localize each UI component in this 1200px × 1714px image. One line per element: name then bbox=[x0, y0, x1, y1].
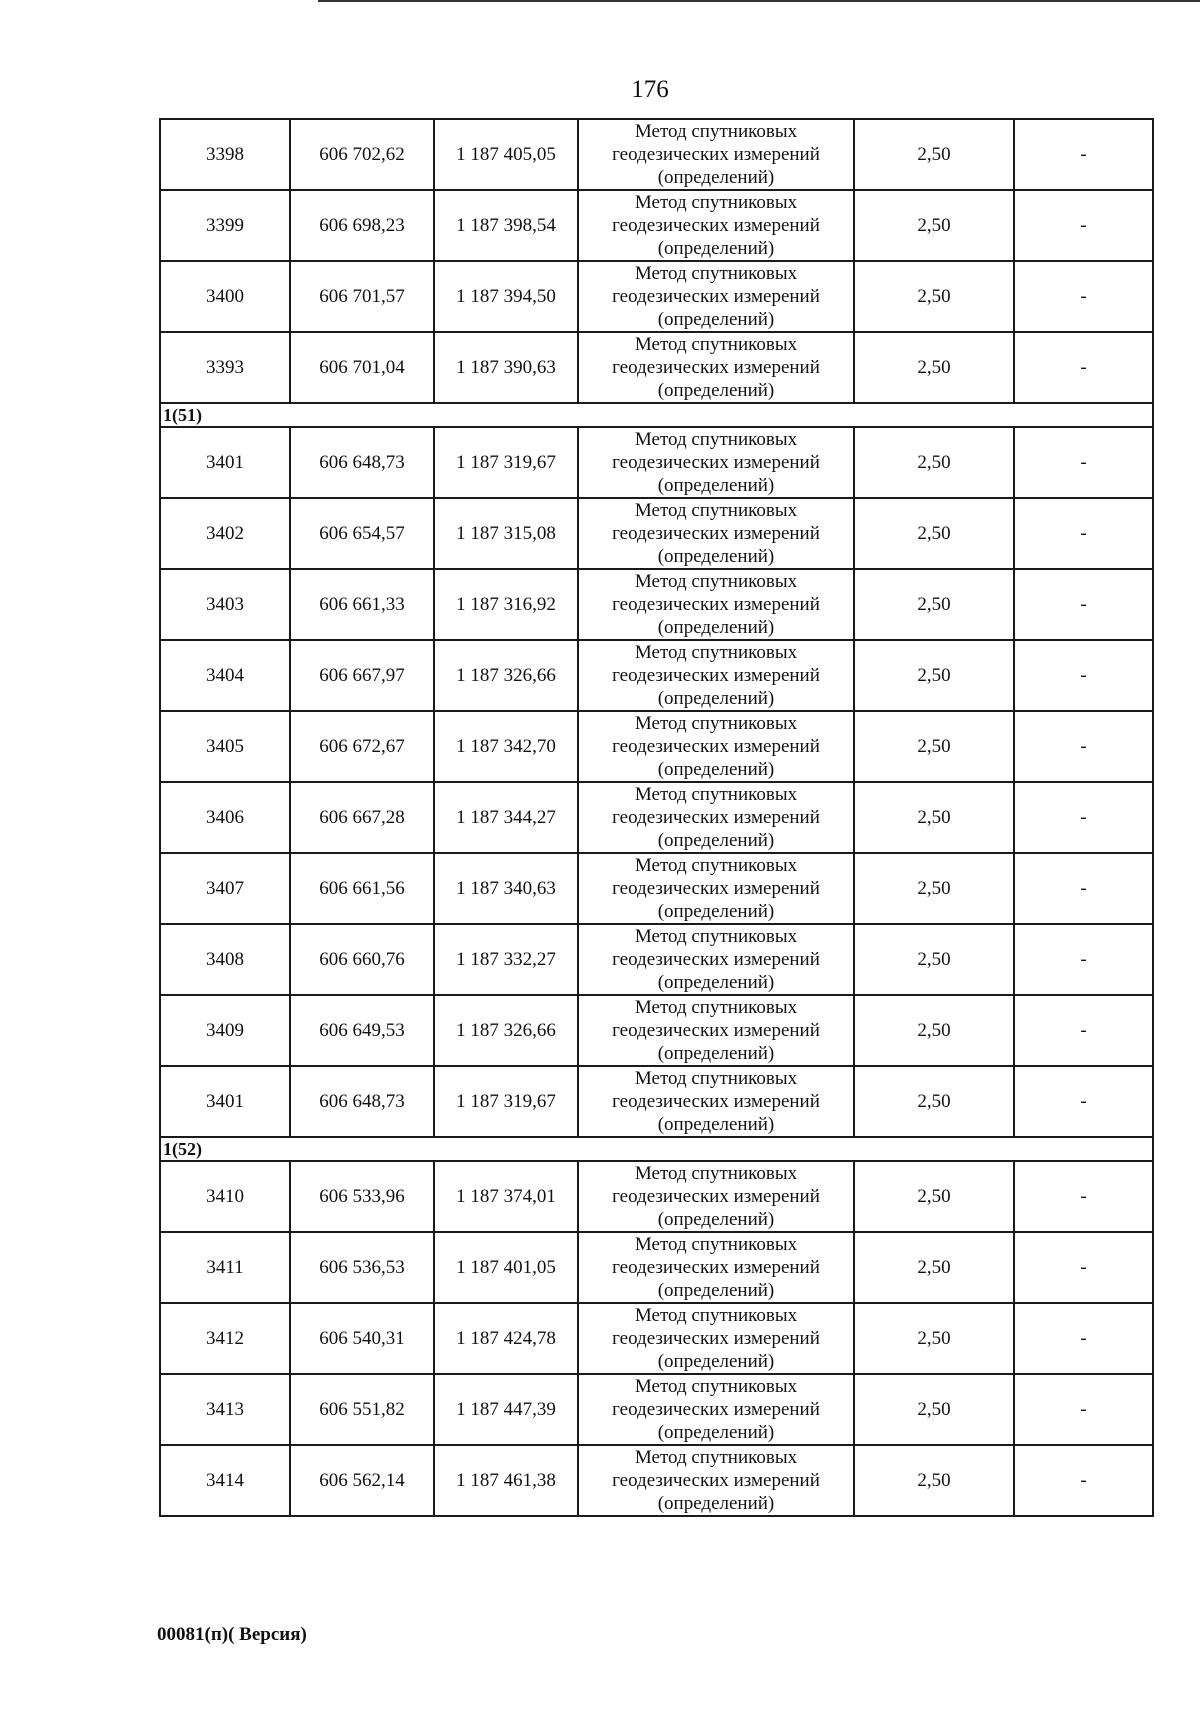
x-coordinate-cell: 606 701,57 bbox=[290, 261, 434, 332]
table-row bbox=[160, 569, 1153, 640]
method-cell: Метод спутниковых геодезических измерений (определений) bbox=[578, 995, 854, 1066]
method-cell: Метод спутниковых геодезических измерений (определений) bbox=[578, 498, 854, 569]
note-cell: - bbox=[1014, 332, 1153, 403]
note-cell: - bbox=[1014, 119, 1153, 190]
group-header-row bbox=[160, 403, 1153, 427]
method-cell: Метод спутниковых геодезических измерений (определений) bbox=[578, 261, 854, 332]
x-coordinate-cell: 606 667,28 bbox=[290, 782, 434, 853]
x-coordinate-cell: 606 533,96 bbox=[290, 1161, 434, 1232]
table-row bbox=[160, 924, 1153, 995]
table-row bbox=[160, 261, 1153, 332]
table-row bbox=[160, 332, 1153, 403]
method-cell: Метод спутниковых геодезических измерений (определений) bbox=[578, 1445, 854, 1516]
accuracy-cell: 2,50 bbox=[854, 782, 1014, 853]
accuracy-cell: 2,50 bbox=[854, 332, 1014, 403]
point-number-cell: 3398 bbox=[160, 119, 290, 190]
note-cell: - bbox=[1014, 261, 1153, 332]
accuracy-cell: 2,50 bbox=[854, 640, 1014, 711]
accuracy-cell: 2,50 bbox=[854, 1445, 1014, 1516]
point-number-cell: 3412 bbox=[160, 1303, 290, 1374]
y-coordinate-cell: 1 187 401,05 bbox=[434, 1232, 578, 1303]
table-row bbox=[160, 1445, 1153, 1516]
coordinates-table bbox=[159, 118, 1154, 1517]
point-number-cell: 3401 bbox=[160, 1066, 290, 1137]
note-cell: - bbox=[1014, 924, 1153, 995]
y-coordinate-cell: 1 187 326,66 bbox=[434, 640, 578, 711]
y-coordinate-cell: 1 187 405,05 bbox=[434, 119, 578, 190]
y-coordinate-cell: 1 187 394,50 bbox=[434, 261, 578, 332]
point-number-cell: 3406 bbox=[160, 782, 290, 853]
table-row bbox=[160, 190, 1153, 261]
note-cell: - bbox=[1014, 782, 1153, 853]
table-row bbox=[160, 1066, 1153, 1137]
point-number-cell: 3407 bbox=[160, 853, 290, 924]
point-number-cell: 3404 bbox=[160, 640, 290, 711]
table-row bbox=[160, 498, 1153, 569]
point-number-cell: 3410 bbox=[160, 1161, 290, 1232]
accuracy-cell: 2,50 bbox=[854, 261, 1014, 332]
x-coordinate-cell: 606 661,33 bbox=[290, 569, 434, 640]
y-coordinate-cell: 1 187 319,67 bbox=[434, 427, 578, 498]
point-number-cell: 3405 bbox=[160, 711, 290, 782]
y-coordinate-cell: 1 187 447,39 bbox=[434, 1374, 578, 1445]
y-coordinate-cell: 1 187 326,66 bbox=[434, 995, 578, 1066]
point-number-cell: 3414 bbox=[160, 1445, 290, 1516]
point-number-cell: 3409 bbox=[160, 995, 290, 1066]
note-cell: - bbox=[1014, 853, 1153, 924]
accuracy-cell: 2,50 bbox=[854, 1374, 1014, 1445]
note-cell: - bbox=[1014, 190, 1153, 261]
document-footer: 00081(п)( Версия) bbox=[157, 1624, 307, 1645]
point-number-cell: 3393 bbox=[160, 332, 290, 403]
method-cell: Метод спутниковых геодезических измерений (определений) bbox=[578, 569, 854, 640]
x-coordinate-cell: 606 702,62 bbox=[290, 119, 434, 190]
accuracy-cell: 2,50 bbox=[854, 1066, 1014, 1137]
point-number-cell: 3402 bbox=[160, 498, 290, 569]
point-number-cell: 3400 bbox=[160, 261, 290, 332]
method-cell: Метод спутниковых геодезических измерений (определений) bbox=[578, 711, 854, 782]
table-row bbox=[160, 119, 1153, 190]
table-row bbox=[160, 1374, 1153, 1445]
x-coordinate-cell: 606 672,67 bbox=[290, 711, 434, 782]
method-cell: Метод спутниковых геодезических измерений (определений) bbox=[578, 119, 854, 190]
accuracy-cell: 2,50 bbox=[854, 1232, 1014, 1303]
accuracy-cell: 2,50 bbox=[854, 498, 1014, 569]
method-cell: Метод спутниковых геодезических измерений (определений) bbox=[578, 1232, 854, 1303]
table-row bbox=[160, 711, 1153, 782]
method-cell: Метод спутниковых геодезических измерений (определений) bbox=[578, 190, 854, 261]
table-row bbox=[160, 995, 1153, 1066]
page-number: 176 bbox=[631, 76, 669, 103]
table-row bbox=[160, 427, 1153, 498]
method-cell: Метод спутниковых геодезических измерений (определений) bbox=[578, 1303, 854, 1374]
accuracy-cell: 2,50 bbox=[854, 427, 1014, 498]
method-cell: Метод спутниковых геодезических измерений (определений) bbox=[578, 1374, 854, 1445]
group-label: 1(52) bbox=[160, 1137, 1153, 1161]
accuracy-cell: 2,50 bbox=[854, 569, 1014, 640]
y-coordinate-cell: 1 187 390,63 bbox=[434, 332, 578, 403]
note-cell: - bbox=[1014, 711, 1153, 782]
y-coordinate-cell: 1 187 424,78 bbox=[434, 1303, 578, 1374]
x-coordinate-cell: 606 648,73 bbox=[290, 1066, 434, 1137]
y-coordinate-cell: 1 187 332,27 bbox=[434, 924, 578, 995]
table-row bbox=[160, 1232, 1153, 1303]
accuracy-cell: 2,50 bbox=[854, 924, 1014, 995]
top-rule bbox=[318, 0, 1200, 2]
y-coordinate-cell: 1 187 461,38 bbox=[434, 1445, 578, 1516]
accuracy-cell: 2,50 bbox=[854, 190, 1014, 261]
method-cell: Метод спутниковых геодезических измерений (определений) bbox=[578, 782, 854, 853]
accuracy-cell: 2,50 bbox=[854, 119, 1014, 190]
note-cell: - bbox=[1014, 569, 1153, 640]
note-cell: - bbox=[1014, 498, 1153, 569]
table-row bbox=[160, 1303, 1153, 1374]
y-coordinate-cell: 1 187 344,27 bbox=[434, 782, 578, 853]
note-cell: - bbox=[1014, 1161, 1153, 1232]
x-coordinate-cell: 606 660,76 bbox=[290, 924, 434, 995]
accuracy-cell: 2,50 bbox=[854, 1161, 1014, 1232]
note-cell: - bbox=[1014, 1066, 1153, 1137]
x-coordinate-cell: 606 701,04 bbox=[290, 332, 434, 403]
point-number-cell: 3403 bbox=[160, 569, 290, 640]
group-header-row bbox=[160, 1137, 1153, 1161]
group-label: 1(51) bbox=[160, 403, 1153, 427]
method-cell: Метод спутниковых геодезических измерений (определений) bbox=[578, 332, 854, 403]
x-coordinate-cell: 606 648,73 bbox=[290, 427, 434, 498]
x-coordinate-cell: 606 540,31 bbox=[290, 1303, 434, 1374]
y-coordinate-cell: 1 187 342,70 bbox=[434, 711, 578, 782]
accuracy-cell: 2,50 bbox=[854, 995, 1014, 1066]
note-cell: - bbox=[1014, 427, 1153, 498]
point-number-cell: 3413 bbox=[160, 1374, 290, 1445]
method-cell: Метод спутниковых геодезических измерений (определений) bbox=[578, 427, 854, 498]
note-cell: - bbox=[1014, 1445, 1153, 1516]
note-cell: - bbox=[1014, 995, 1153, 1066]
note-cell: - bbox=[1014, 640, 1153, 711]
y-coordinate-cell: 1 187 319,67 bbox=[434, 1066, 578, 1137]
x-coordinate-cell: 606 536,53 bbox=[290, 1232, 434, 1303]
method-cell: Метод спутниковых геодезических измерений (определений) bbox=[578, 1066, 854, 1137]
y-coordinate-cell: 1 187 398,54 bbox=[434, 190, 578, 261]
note-cell: - bbox=[1014, 1374, 1153, 1445]
y-coordinate-cell: 1 187 316,92 bbox=[434, 569, 578, 640]
x-coordinate-cell: 606 698,23 bbox=[290, 190, 434, 261]
accuracy-cell: 2,50 bbox=[854, 1303, 1014, 1374]
x-coordinate-cell: 606 562,14 bbox=[290, 1445, 434, 1516]
x-coordinate-cell: 606 551,82 bbox=[290, 1374, 434, 1445]
point-number-cell: 3399 bbox=[160, 190, 290, 261]
x-coordinate-cell: 606 667,97 bbox=[290, 640, 434, 711]
table-row bbox=[160, 782, 1153, 853]
x-coordinate-cell: 606 661,56 bbox=[290, 853, 434, 924]
method-cell: Метод спутниковых геодезических измерений (определений) bbox=[578, 1161, 854, 1232]
note-cell: - bbox=[1014, 1303, 1153, 1374]
table-row bbox=[160, 1161, 1153, 1232]
accuracy-cell: 2,50 bbox=[854, 711, 1014, 782]
y-coordinate-cell: 1 187 374,01 bbox=[434, 1161, 578, 1232]
table-row bbox=[160, 640, 1153, 711]
y-coordinate-cell: 1 187 315,08 bbox=[434, 498, 578, 569]
x-coordinate-cell: 606 654,57 bbox=[290, 498, 434, 569]
method-cell: Метод спутниковых геодезических измерений (определений) bbox=[578, 924, 854, 995]
point-number-cell: 3408 bbox=[160, 924, 290, 995]
method-cell: Метод спутниковых геодезических измерений (определений) bbox=[578, 640, 854, 711]
point-number-cell: 3411 bbox=[160, 1232, 290, 1303]
y-coordinate-cell: 1 187 340,63 bbox=[434, 853, 578, 924]
table-row bbox=[160, 853, 1153, 924]
accuracy-cell: 2,50 bbox=[854, 853, 1014, 924]
note-cell: - bbox=[1014, 1232, 1153, 1303]
method-cell: Метод спутниковых геодезических измерений (определений) bbox=[578, 853, 854, 924]
x-coordinate-cell: 606 649,53 bbox=[290, 995, 434, 1066]
point-number-cell: 3401 bbox=[160, 427, 290, 498]
